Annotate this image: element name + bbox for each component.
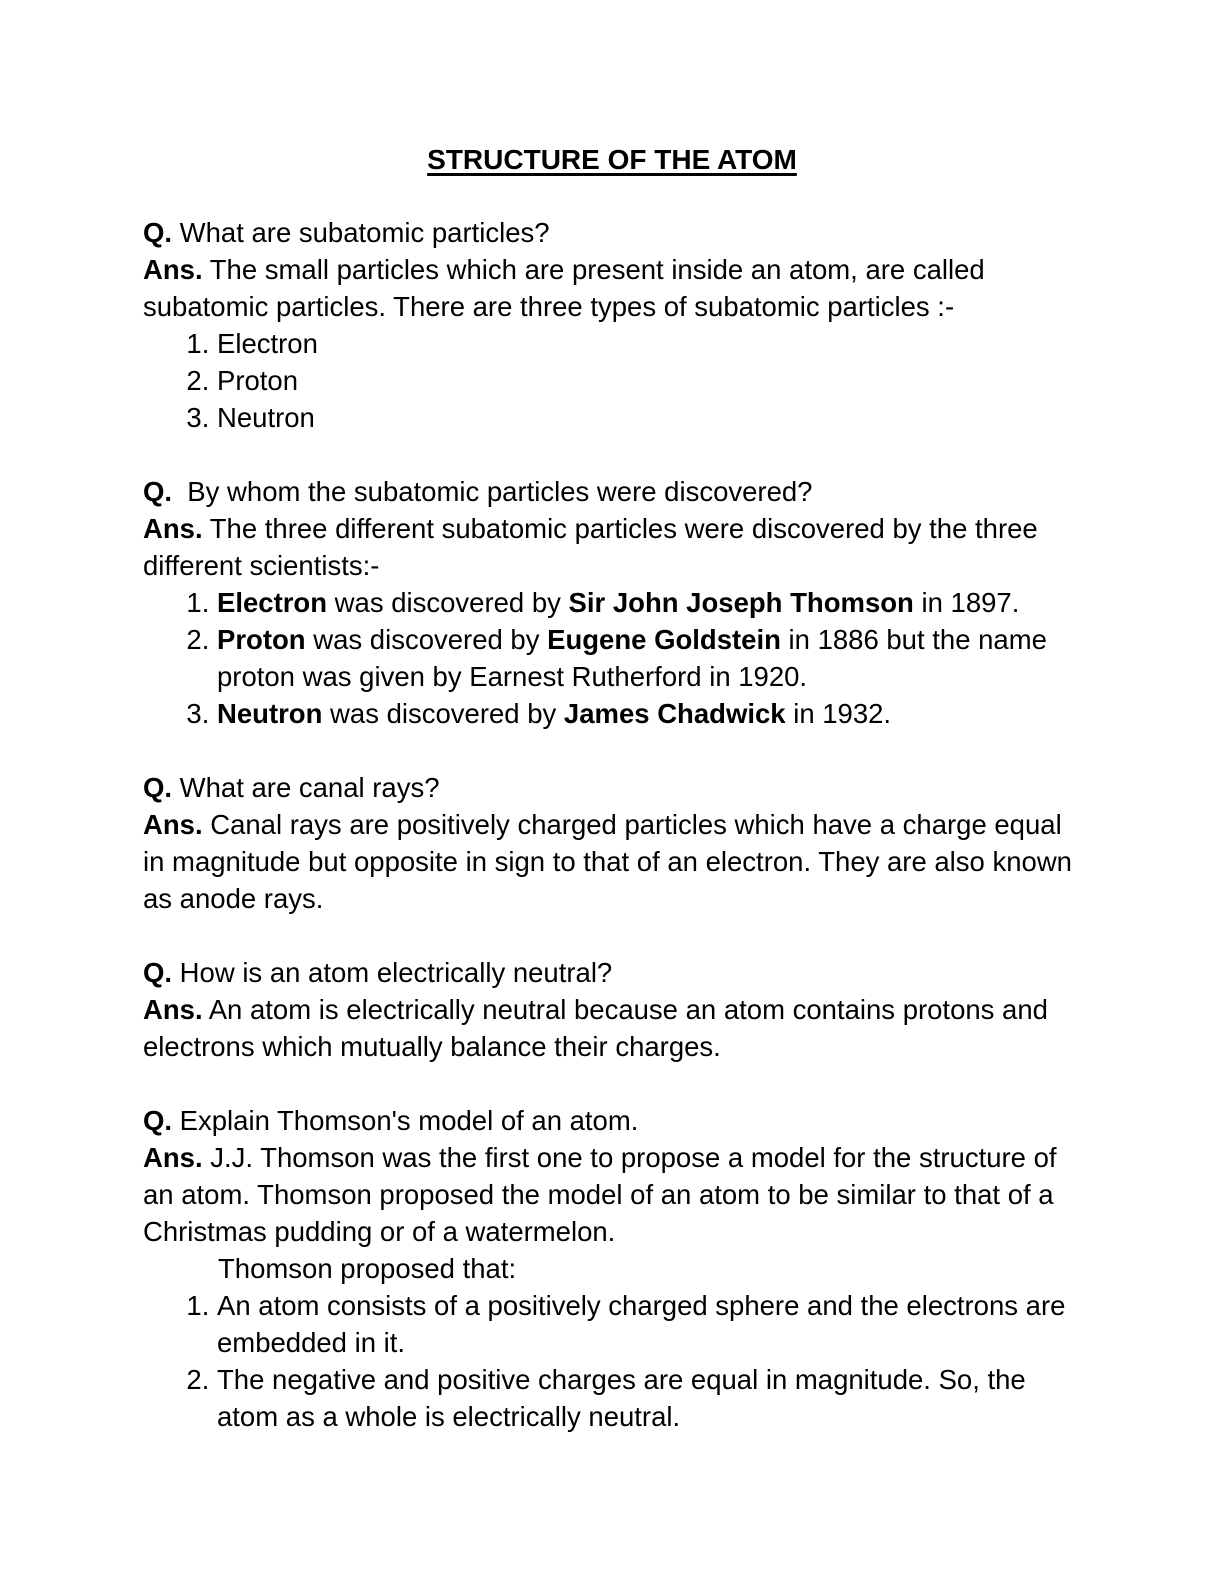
bold-text-run: Ans. xyxy=(143,994,203,1025)
list-item xyxy=(217,695,1081,732)
paragraph xyxy=(143,214,1081,251)
bold-text-run: Q. xyxy=(143,217,173,248)
text-run: in 1886 but the name proton was given by Earnest Rutherford in 1920. xyxy=(217,624,1055,692)
text-run: How is an atom electrically neutral? xyxy=(172,957,613,988)
qa-section xyxy=(143,473,1081,732)
qa-section xyxy=(143,1102,1081,1435)
paragraph xyxy=(143,806,1081,917)
bold-text-run: Q. xyxy=(143,957,173,988)
bold-text-run: Electron xyxy=(217,587,328,618)
paragraph xyxy=(143,954,1081,991)
text-run: What are canal rays? xyxy=(172,772,440,803)
numbered-list xyxy=(143,325,1081,436)
bold-text-run: Q. xyxy=(143,476,173,507)
text-run: in 1932. xyxy=(785,698,892,729)
page-title: STRUCTURE OF THE ATOM xyxy=(427,144,797,175)
bold-text-run: Ans. xyxy=(143,809,203,840)
text-run: Explain Thomson's model of an atom. xyxy=(172,1105,639,1136)
text-run: An atom consists of a positively charged sphere and the electrons are embedded in it. xyxy=(217,1290,1074,1358)
indented-paragraph xyxy=(143,1250,1081,1287)
text-run: was discovered by xyxy=(305,624,548,655)
bold-text-run: Q. xyxy=(143,772,173,803)
paragraph xyxy=(143,991,1081,1065)
bold-text-run: Q. xyxy=(143,1105,173,1136)
text-run: An atom is electrically neutral because an atom contains protons and electrons which mutually balance their charges. xyxy=(143,994,1056,1062)
text-run: The small particles which are present inside an atom, are called subatomic particles. There are three types of subatomic particles :- xyxy=(143,254,993,322)
list-item xyxy=(217,584,1081,621)
paragraph xyxy=(143,251,1081,325)
text-run: Electron xyxy=(217,328,318,359)
paragraph xyxy=(143,473,1081,510)
bold-text-run: Eugene Goldstein xyxy=(547,624,781,655)
paragraph xyxy=(143,1102,1081,1139)
list-item xyxy=(217,1361,1081,1435)
list-item xyxy=(217,325,1081,362)
document-body xyxy=(143,214,1081,1435)
qa-section xyxy=(143,954,1081,1065)
paragraph xyxy=(143,769,1081,806)
text-run: What are subatomic particles? xyxy=(172,217,550,248)
qa-section xyxy=(143,214,1081,436)
numbered-list xyxy=(143,1287,1081,1435)
paragraph xyxy=(143,510,1081,584)
bold-text-run: Ans. xyxy=(143,1142,203,1173)
text-run: The three different subatomic particles were discovered by the three different scientists:- xyxy=(143,513,1046,581)
text-run: was discovered by xyxy=(327,587,569,618)
text-run: Thomson proposed that: xyxy=(218,1253,517,1284)
text-run: J.J. Thomson was the first one to propose a model for the structure of an atom. Thomson proposed the model of an atom to be similar to that of a Christmas pudding or of a watermelon. xyxy=(143,1142,1065,1247)
text-run: The negative and positive charges are equal in magnitude. So, the atom as a whole is electrically neutral. xyxy=(217,1364,1034,1432)
text-run: Proton xyxy=(217,365,299,396)
list-item xyxy=(217,399,1081,436)
text-run: Neutron xyxy=(217,402,315,433)
bold-text-run: James Chadwick xyxy=(563,698,786,729)
list-item xyxy=(217,621,1081,695)
text-run: Canal rays are positively charged particles which have a charge equal in magnitude but opposite in sign to that of an electron. They are also known as anode rays. xyxy=(143,809,1080,914)
bold-text-run: Ans. xyxy=(143,513,203,544)
qa-section xyxy=(143,769,1081,917)
paragraph xyxy=(143,1139,1081,1250)
text-run: in 1897. xyxy=(913,587,1020,618)
list-item xyxy=(217,1287,1081,1361)
list-item xyxy=(217,362,1081,399)
text-run: By whom the subatomic particles were discovered? xyxy=(172,476,813,507)
numbered-list xyxy=(143,584,1081,732)
text-run: was discovered by xyxy=(322,698,564,729)
bold-text-run: Proton xyxy=(217,624,306,655)
bold-text-run: Neutron xyxy=(217,698,323,729)
bold-text-run: Sir John Joseph Thomson xyxy=(568,587,914,618)
bold-text-run: Ans. xyxy=(143,254,203,285)
